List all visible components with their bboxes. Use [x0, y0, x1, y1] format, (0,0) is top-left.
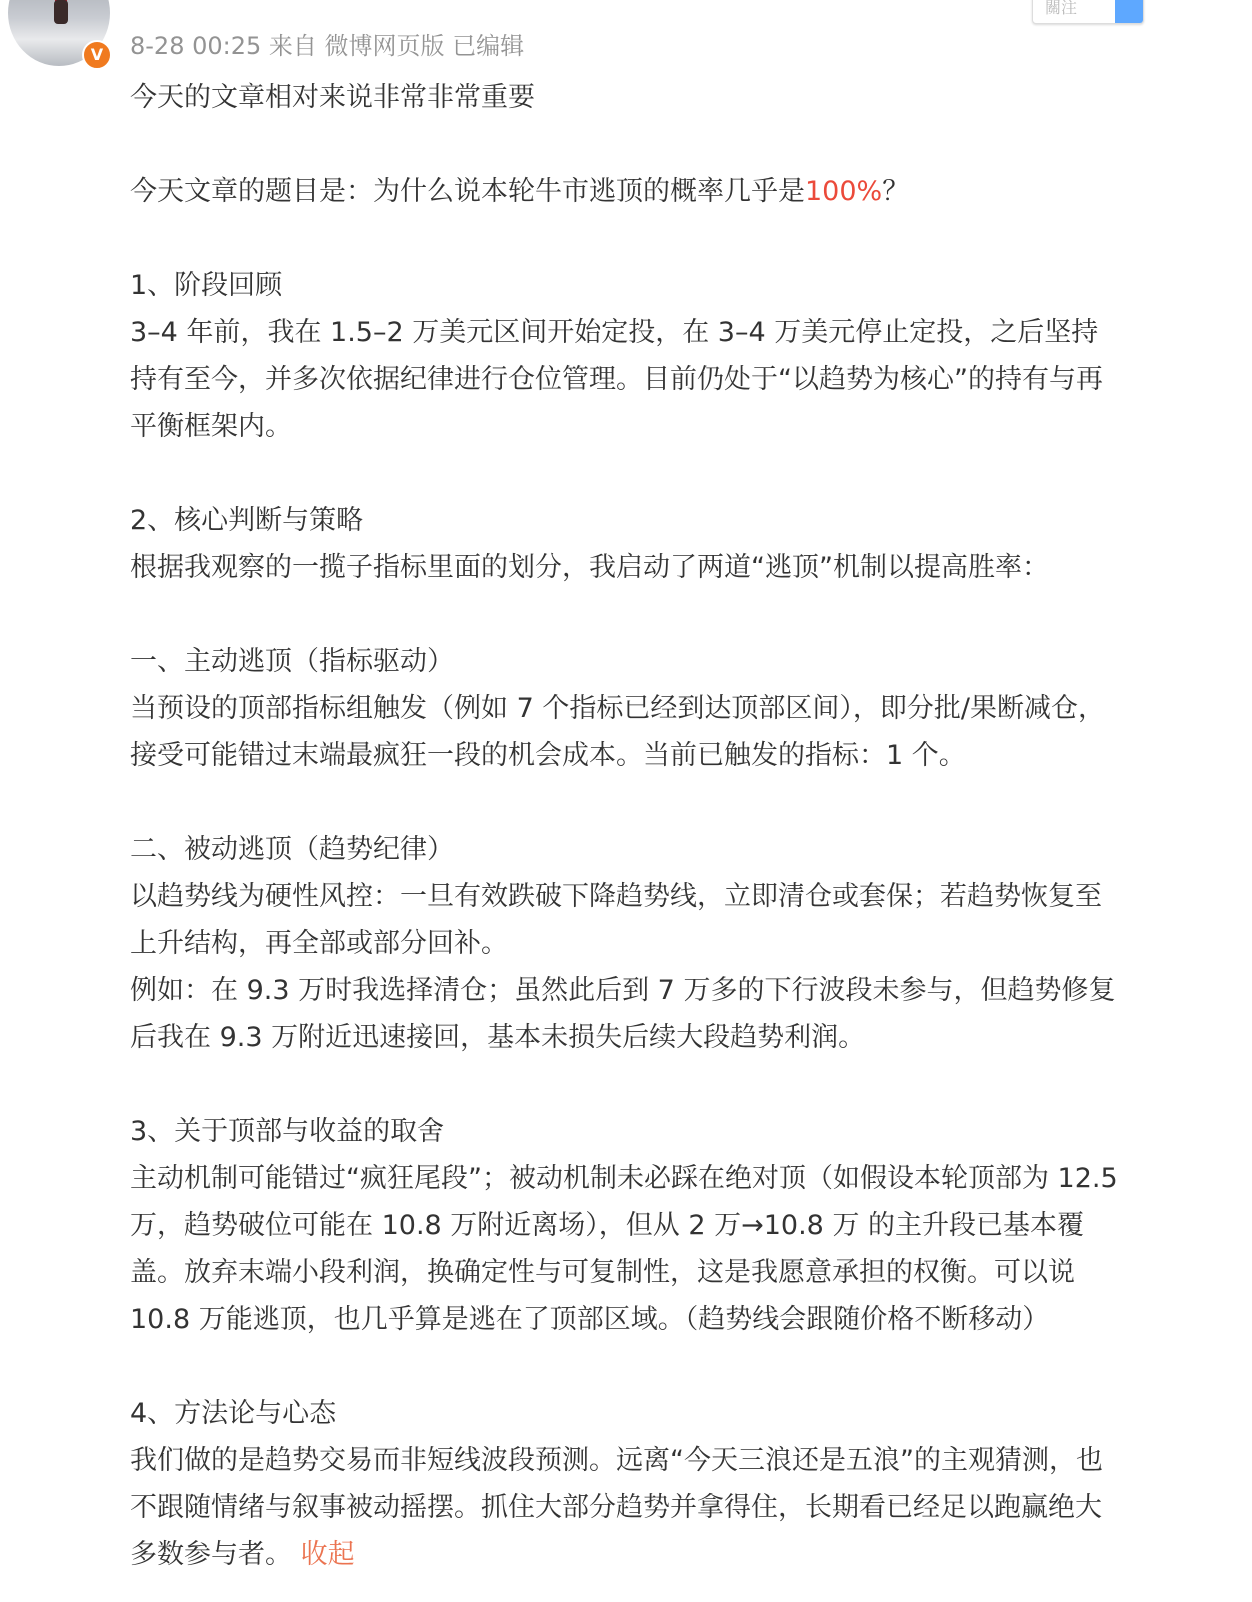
title-prefix: 今天文章的题目是：为什么说本轮牛市逃顶的概率几乎是 [130, 176, 805, 207]
post-timestamp[interactable]: 8-28 00:25 [130, 32, 262, 60]
post-source[interactable]: 来自 微博网页版 [268, 32, 445, 60]
post-line: 3–4 年前，我在 1.5–2 万美元区间开始定投，在 3–4 万美元停止定投，之后坚持 [130, 317, 1099, 348]
follow-button[interactable] [1032, 0, 1144, 24]
post-line: 1、阶段回顾 [130, 270, 283, 301]
post-line: 持有至今，并多次依据纪律进行仓位管理。目前仍处于“以趋势为核心”的持有与再 [130, 364, 1103, 395]
follow-button-accent [1115, 0, 1143, 23]
post-line: 4、方法论与心态 [130, 1398, 337, 1429]
post-line: 主动机制可能错过“疯狂尾段”；被动机制未必踩在绝对顶（如假设本轮顶部为 12.5 [130, 1163, 1118, 1194]
post-line: 一、主动逃顶（指标驱动） [130, 646, 454, 677]
title-highlight: 100% [805, 176, 883, 207]
post-line: 10.8 万能逃顶，也几乎算是逃在了顶部区域。（趋势线会跟随价格不断移动） [130, 1304, 1050, 1335]
follow-label: 關注 [1045, 0, 1078, 17]
blank-line [130, 591, 1210, 638]
post-line: 2、核心判断与策略 [130, 505, 364, 536]
post-line: 我们做的是趋势交易而非短线波段预测。远离“今天三浪还是五浪”的主观猜测，也 [130, 1445, 1103, 1476]
post-title-line [130, 168, 1210, 215]
post-line: 根据我观察的一揽子指标里面的划分，我启动了两道“逃顶”机制以提高胜率： [130, 552, 1049, 583]
avatar-figure-body [54, 0, 68, 24]
post-line: 万，趋势破位可能在 10.8 万附近离场），但从 2 万→10.8 万 的主升段已基本覆 [130, 1210, 1085, 1241]
watermark-fade [940, 1560, 1200, 1590]
blank-line [130, 779, 1210, 826]
verified-badge-icon: V [82, 40, 112, 70]
post-line: 当预设的顶部指标组触发（例如 7 个指标已经到达顶部区间），即分批/果断减仓， [130, 693, 1105, 724]
post-line: 平衡框架内。 [130, 411, 292, 442]
blank-line [130, 450, 1210, 497]
post-line: 二、被动逃顶（趋势纪律） [130, 834, 454, 865]
blank-line [130, 215, 1210, 262]
post-intro: 今天的文章相对来说非常非常重要 [130, 82, 535, 113]
edited-label[interactable]: 已编辑 [452, 32, 525, 60]
blank-line [130, 121, 1210, 168]
post-meta [130, 26, 524, 61]
post-line: 盖。放弃末端小段利润，换确定性与可复制性，这是我愿意承担的权衡。可以说 [130, 1257, 1075, 1288]
post-line: 不跟随情绪与叙事被动摇摆。抓住大部分趋势并拿得住，长期看已经足以跑赢绝大 [130, 1492, 1102, 1523]
post-content [130, 74, 1210, 1578]
collapse-link[interactable]: 收起 [300, 1539, 355, 1570]
blank-line [130, 1061, 1210, 1108]
post-line: 接受可能错过末端最疯狂一段的机会成本。当前已触发的指标：1 个。 [130, 740, 966, 771]
post-line: 后我在 9.3 万附近迅速接回，基本未损失后续大段趋势利润。 [130, 1022, 866, 1053]
post-line: 上升结构，再全部或部分回补。 [130, 928, 508, 959]
post-line: 3、关于顶部与收益的取舍 [130, 1116, 445, 1147]
blank-line [130, 1343, 1210, 1390]
post-line: 例如：在 9.3 万时我选择清仓；虽然此后到 7 万多的下行波段未参与，但趋势修复 [130, 975, 1116, 1006]
post-line: 以趋势线为硬性风控：一旦有效跌破下降趋势线，立即清仓或套保；若趋势恢复至 [130, 881, 1102, 912]
title-suffix: ？ [882, 176, 910, 207]
last-line-text: 多数参与者。 [130, 1539, 292, 1570]
